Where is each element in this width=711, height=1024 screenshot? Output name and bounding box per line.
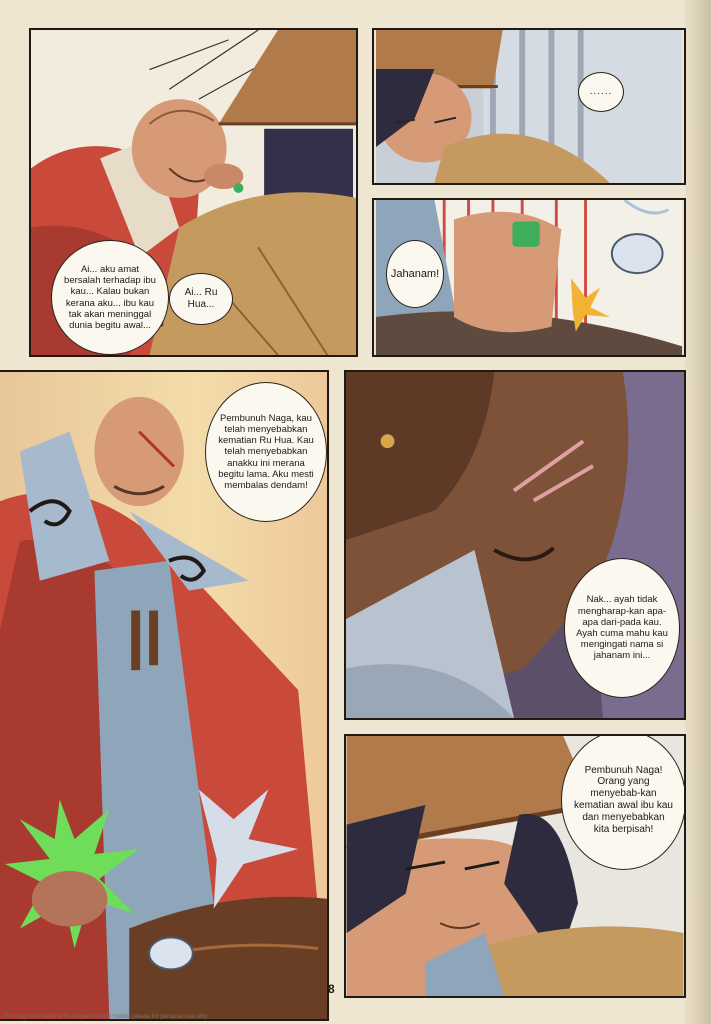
dialogue-bubble-7: Pembunuh Naga! Orang yang menyebab-kan kematian awal ibu kau dan menyebabkan kita berpisah!	[561, 734, 686, 870]
page-number: 8	[328, 982, 335, 996]
panel-1	[29, 28, 358, 357]
dialogue-bubble-2: Ai... Ru Hua...	[169, 273, 233, 325]
dialogue-bubble-4: Jahanam!	[386, 240, 444, 308]
page-edge	[685, 0, 711, 1024]
dialogue-bubble-3: ......	[578, 72, 624, 112]
panel-6	[344, 734, 686, 998]
dialogue-bubble-6: Nak... ayah tidak mengharap-kan apa-apa dari-pada kau. Ayah cuma mahu kau mengingati nama si jahanam ini...	[564, 558, 680, 698]
panel-2	[372, 28, 686, 185]
dialogue-bubble-1: Ai... aku amat bersalah terhadap ibu kau... Kalau bukan kerana aku... ibu kau tak akan meninggal dunia begitu awal...	[51, 240, 169, 355]
panel-5	[344, 370, 686, 720]
panel-4	[0, 370, 329, 1021]
dialogue-bubble-5: Pembunuh Naga, kau telah menyebabkan kematian Ru Hua. Kau telah menyebabkan anakku ini merana begitu lama. Aku mesti membalas dendam!	[205, 382, 327, 522]
panel-3	[372, 198, 686, 357]
panel-2-art	[374, 30, 684, 183]
credit-line: This copy is emailed with unique invisible codes, please for personal use only.	[2, 1014, 209, 1020]
